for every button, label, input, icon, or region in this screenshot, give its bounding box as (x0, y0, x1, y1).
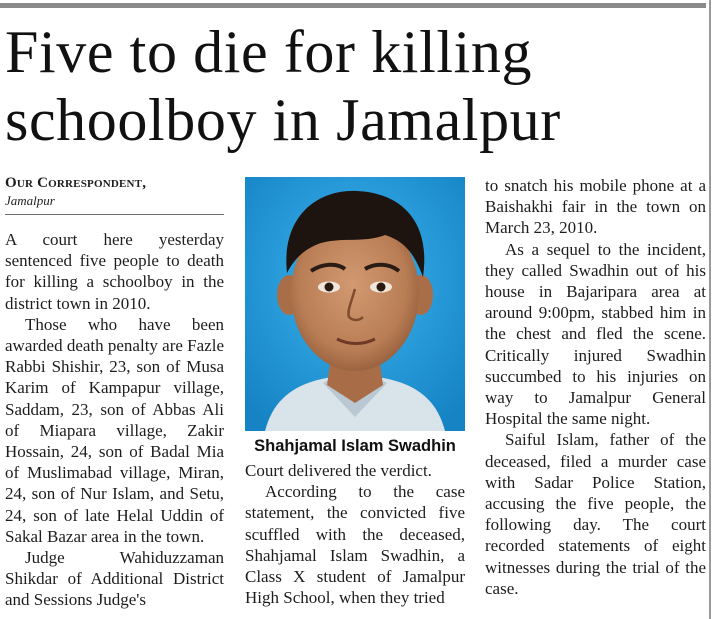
article-column-2 (245, 460, 465, 608)
paragraph: Those who have been awarded death penalty are Fazle Rabbi Shishir, 23, son of Musa Karim of Kampapur village, Saddam, 23, son of Abbas Ali of Miapara village, Zakir Hossain, 24, son of Badal Mia of Muslimabad village, Miran, 24, son of Nur Islam, and Setu, 24, son of late Helal Uddin of Sakal Bazar area in the town. (5, 314, 224, 546)
article-column-1 (5, 229, 224, 611)
paragraph: A court here yesterday sentenced five people to death for killing a schoolboy in the district town in 2010. (5, 230, 224, 313)
byline-divider (5, 214, 224, 215)
victim-photo (245, 177, 465, 431)
headline-line-1: Five to die for killing (5, 19, 533, 85)
paragraph: to snatch his mobile phone at a Baishakhi fair in the town on March 23, 2010. (485, 176, 706, 238)
top-rule (0, 3, 706, 8)
paragraph: Judge Wahiduzzaman Shikdar of Additional District and Sessions Judge's (5, 548, 224, 610)
photo-caption: Shahjamal Islam Swadhin (254, 437, 456, 455)
paragraph: Court delivered the verdict. (245, 461, 432, 480)
article-column-3 (485, 175, 706, 599)
dateline: Jamalpur (5, 193, 55, 208)
headline-line-2: schoolboy in Jamalpur (5, 87, 561, 153)
paragraph: According to the case statement, the convicted five scuffled with the deceased, Shahjamal Islam Swadhin, a Class X student of Jamalpur High School, when they tried (245, 482, 465, 608)
paragraph: Saiful Islam, father of the deceased, filed a murder case with Sadar Police Station, accusing the five people, the following day. The court recorded statements of eight witnesses during the trial of the case. (485, 430, 706, 598)
headline (5, 18, 705, 154)
byline: Our Correspondent, (5, 175, 147, 191)
paragraph: As a sequel to the incident, they called Swadhin out of his house in Bajaripara area at around 9:00pm, stabbed him in the chest and fled the scene. Critically injured Swadhin succumbed to his injuries on way to Jamalpur General Hospital the same night. (485, 239, 706, 429)
column-edge-rule (709, 0, 711, 619)
